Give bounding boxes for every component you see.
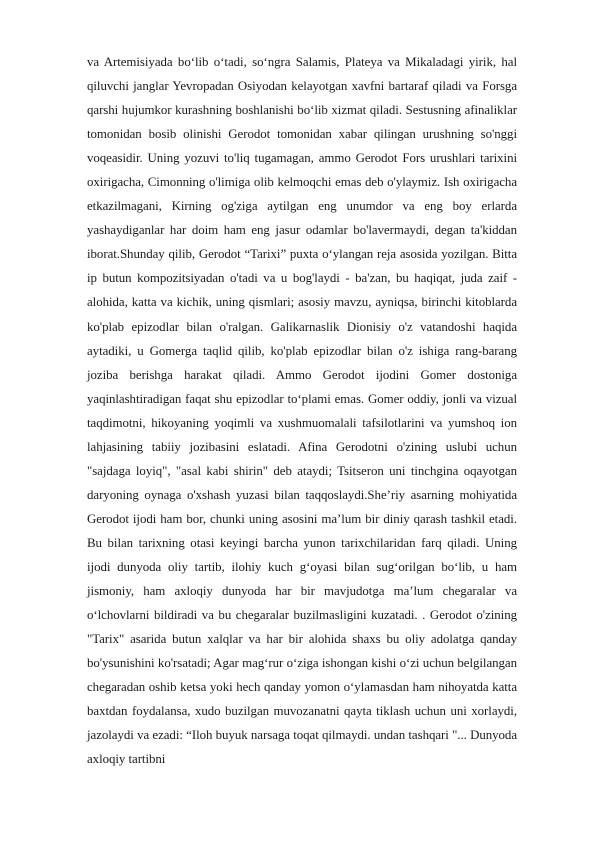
body-paragraph: va Artemisiyada bo‘lib o‘tadi, so‘ngra Salamis, Plateya va Mikaladagi yirik, hal qiluvchi janglar Yevropadan Osiyodan kelayotgan xavfni bartaraf qiladi va Forsga qarshi hujumkor kurashning boshlanishi bo‘lib xizmat qiladi. Sestusning afinaliklar tomonidan bosib olinishi Gerodot tomonidan xabar qilingan urushning so'nggi voqeasidir. Uning yozuvi to'liq tugamagan, ammo Gerodot Fors urushlari tarixini oxirigacha, Cimonning o'limiga olib kelmoqchi emas deb o'ylaymiz. Ish oxirigacha etkazilmagani, Kirning og'ziga aytilgan eng unumdor va eng boy erlarda yashaydiganlar har doim ham eng jasur odamlar bo'lavermaydi, degan ta'kiddan iborat.Shunday qilib, Gerodot “Tarixi” puxta o‘ylangan reja asosida yozilgan. Bitta ip butun kompozitsiyadan o'tadi va u bog'laydi - ba'zan, bu haqiqat, juda zaif - alohida, katta va kichik, uning qismlari; asosiy mavzu, ayniqsa, birinchi kitoblarda ko'plab epizodlar bilan o'ralgan. Galikarnaslik Dionisiy o'z vatandoshi haqida aytadiki, u Gomerga taqlid qilib, ko'plab epizodlar bilan o'z ishiga rang-barang joziba berishga harakat qiladi. Ammo Gerodot ijodini Gomer dostoniga yaqinlashtiradigan faqat shu epizodlar to‘plami emas. Gomer oddiy, jonli va vizual taqdimotni, hikoyaning yoqimli va xushmuomalali tafsilotlarini va yumshoq ion lahjasining tabiiy jozibasini eslatadi. Afina Gerodotni o'zining uslubi uchun "sajdaga loyiq", "asal kabi shirin" deb ataydi; Tsitseron uni tinchgina oqayotgan daryoning oynaga o'xshash yuzasi bilan taqqoslaydi.She’riy asarning mohiyatida Gerodot ijodi ham bor, chunki uning asosini ma’lum bir diniy qarash tashkil etadi. Bu bilan tarixning otasi keyingi barcha yunon tarixchilaridan farq qiladi. Uning ijodi dunyoda oliy tartib, ilohiy kuch g‘oyasi bilan sug‘orilgan bo‘lib, u ham jismoniy, ham axloqiy dunyoda har bir mavjudotga ma’lum chegaralar va o‘lchovlarni bildiradi va bu chegaralar buzilmasligini kuzatadi. . Gerodot o'zining "Tarix" asarida butun xalqlar va har bir alohida shaxs bu oliy adolatga qanday bo'ysunishini ko'rsatadi; Agar mag‘rur o‘ziga ishongan kishi o‘zi uchun belgilangan chegaradan oshib ketsa yoki hech qanday yomon o‘ylamasdan ham nihoyatda katta baxtdan foydalansa, xudo buzilgan muvozanatni qayta tiklash uchun uni xorlaydi, jazolaydi va ezadi: “Iloh buyuk narsaga toqat qilmaydi. undan tashqari "... Dunyoda axloqiy tartibni [87,55,517,767]
